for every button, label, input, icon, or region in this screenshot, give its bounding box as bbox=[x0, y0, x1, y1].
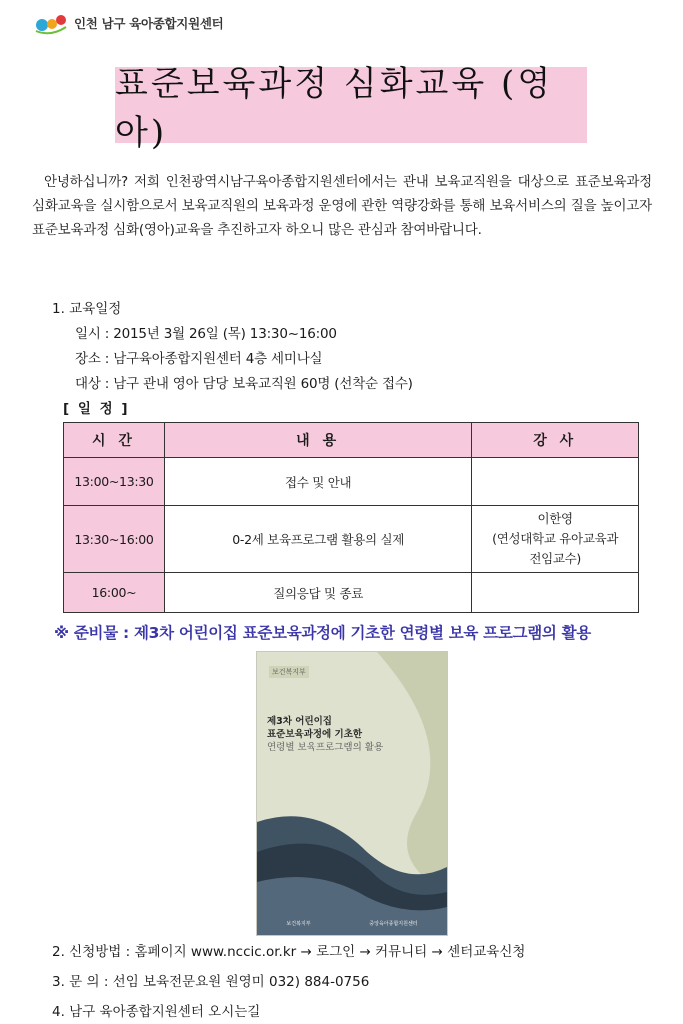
row-time: 13:00~13:30 bbox=[64, 458, 165, 506]
schedule-table bbox=[63, 422, 639, 613]
header-content: 내 용 bbox=[164, 423, 471, 458]
row-content: 0-2세 보육프로그램 활용의 실제 bbox=[164, 506, 471, 573]
logo-text: 인천 남구 육아종합지원센터 bbox=[74, 16, 224, 31]
book-publisher-logos bbox=[257, 920, 447, 927]
section-contact: 3. 문 의 : 선임 보육전문요원 원영미 032) 884-0756 bbox=[52, 974, 370, 990]
section-schedule-heading: 1. 교육일정 bbox=[52, 301, 122, 317]
lecturer-name: 이한영 bbox=[537, 511, 573, 526]
publisher-left: 보건복지부 bbox=[286, 921, 311, 927]
intro-paragraph: 안녕하십니까? 저희 인천광역시남구육아종합지원센터에서는 관내 보육교직원을 대상으로 표준보육과정 심화교육을 실시함으로서 보육교직원의 보육과정 운영에 관한 역량강화를 통해 보육서비스의 질을 높이고자 표준보육과정 심화(영아)교육을 추진하고자 하오니 많은 관심과 참여바랍니다. bbox=[32, 174, 652, 238]
prep-materials-note: ※ 준비물 : 제3차 어린이집 표준보육과정에 기초한 연령별 보육 프로그램의 활용 bbox=[54, 624, 591, 642]
table-row bbox=[64, 458, 639, 506]
book-title bbox=[267, 715, 442, 754]
title-banner bbox=[115, 64, 587, 153]
row-lecturer bbox=[472, 573, 639, 613]
schedule-label: [ 일 정 ] bbox=[63, 401, 130, 417]
book-cover-art bbox=[257, 652, 447, 935]
event-target: 대상 : 남구 관내 영아 담당 보육교직원 60명 (선착순 접수) bbox=[75, 376, 413, 392]
center-logo-icon bbox=[34, 11, 68, 35]
header-logo bbox=[34, 10, 223, 36]
row-time: 13:30~16:00 bbox=[64, 506, 165, 573]
event-date: 일시 : 2015년 3월 26일 (목) 13:30~16:00 bbox=[75, 326, 337, 342]
book-title-line: 연령별 보육프로그램의 활용 bbox=[267, 742, 384, 753]
section-apply-method: 2. 신청방법 : 홈페이지 www.nccic.or.kr → 로그인 → 커뮤니티 → 센터교육신청 bbox=[52, 944, 526, 960]
book-title-line: 표준보육과정에 기초한 bbox=[267, 729, 363, 740]
book-cover-image bbox=[256, 651, 448, 936]
book-corner-label: 보건복지부 bbox=[269, 666, 309, 678]
event-place: 장소 : 남구육아종합지원센터 4층 세미나실 bbox=[75, 351, 323, 367]
publisher-right: 중앙육아종합지원센터 bbox=[369, 921, 418, 927]
lecturer-position: 전임교수) bbox=[529, 551, 581, 566]
header-time: 시 간 bbox=[64, 423, 165, 458]
table-header-row bbox=[64, 423, 639, 458]
section-directions: 4. 남구 육아종합지원센터 오시는길 bbox=[52, 1004, 261, 1020]
table-row bbox=[64, 573, 639, 613]
row-lecturer bbox=[472, 506, 639, 573]
lecturer-affiliation: (연성대학교 유아교육과 bbox=[492, 531, 619, 546]
row-content: 질의응답 및 종료 bbox=[164, 573, 471, 613]
table-row bbox=[64, 506, 639, 573]
page-title: 표준보육과정 심화교육 (영아) bbox=[115, 64, 554, 153]
header-lecturer: 강 사 bbox=[472, 423, 639, 458]
row-time: 16:00~ bbox=[64, 573, 165, 613]
row-content: 접수 및 안내 bbox=[164, 458, 471, 506]
row-lecturer bbox=[472, 458, 639, 506]
book-title-line: 제3차 어린이집 bbox=[267, 716, 332, 727]
